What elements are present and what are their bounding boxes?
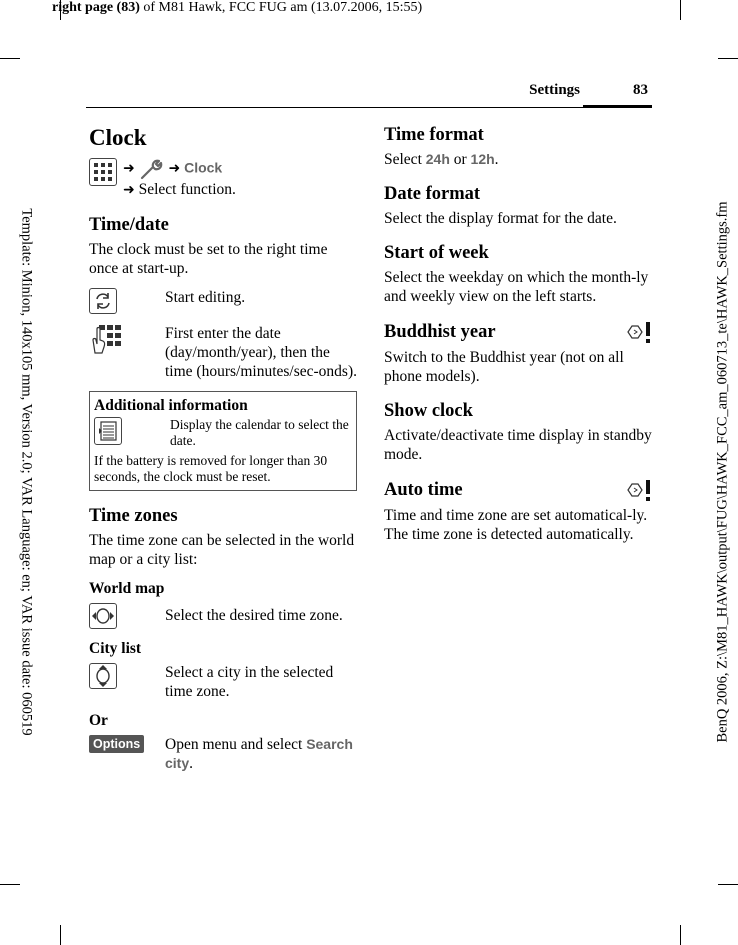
crop-mark bbox=[718, 58, 738, 59]
navigation-key-left-right-icon bbox=[89, 603, 117, 629]
crop-mark bbox=[60, 925, 61, 945]
menu-grid-icon bbox=[89, 158, 117, 186]
crop-mark bbox=[680, 925, 681, 945]
navigation-key-up-down-icon bbox=[89, 663, 117, 689]
calendar-list-icon bbox=[94, 417, 122, 445]
heading-auto-time: Auto time bbox=[384, 480, 463, 500]
header-rule bbox=[86, 107, 652, 108]
heading-start-of-week: Start of week bbox=[384, 243, 489, 263]
keypad-press-icon bbox=[89, 324, 123, 354]
heading-buddhist-year: Buddhist year bbox=[384, 322, 496, 342]
crop-mark bbox=[680, 0, 681, 20]
step-row bbox=[89, 663, 357, 701]
start-of-week-text: Select the weekday on which the month-ly and weekly view on the left starts. bbox=[384, 269, 649, 305]
template-side-text: Template: Minion, 140x105 mm, Version 2.0; VAR Language: en; VAR issue date: 060519 bbox=[18, 208, 35, 736]
heading-show-clock: Show clock bbox=[384, 401, 473, 421]
network-dependent-icon bbox=[624, 478, 652, 502]
print-header-normal: of M81 Hawk, FCC FUG am (13.07.2006, 15:55) bbox=[139, 0, 423, 15]
world-map-label: World map bbox=[89, 580, 165, 597]
step-text: Start editing. bbox=[165, 289, 246, 306]
crop-mark bbox=[0, 884, 20, 885]
auto-time-heading-row bbox=[384, 478, 652, 502]
options-text-end: . bbox=[189, 755, 193, 772]
options-softkey: Options bbox=[89, 735, 144, 753]
print-header-bold: right page (83) bbox=[52, 0, 140, 15]
step-row bbox=[89, 735, 357, 773]
info-box-row-text: Display the calendar to select the date. bbox=[170, 417, 349, 448]
page-number: 83 bbox=[633, 82, 648, 98]
additional-information-box bbox=[89, 391, 357, 491]
heading-date-format: Date format bbox=[384, 184, 481, 204]
time-format-text bbox=[384, 150, 652, 169]
heading-time-zones: Time zones bbox=[89, 506, 178, 526]
step-text bbox=[165, 735, 357, 773]
step-text: First enter the date (day/month/year), then the time (hours/minutes/sec-onds). bbox=[165, 325, 357, 380]
arrow-right-icon: ➜ bbox=[123, 183, 135, 198]
heading-time-date: Time/date bbox=[89, 215, 169, 235]
info-box-title: Additional information bbox=[94, 397, 248, 414]
auto-time-text: Time and time zone are set automatical-ly. The time zone is detected automatically. bbox=[384, 507, 648, 543]
options-text: Open menu and select bbox=[165, 736, 307, 753]
time-format-a: Select bbox=[384, 151, 426, 168]
time-format-b: or bbox=[449, 151, 471, 168]
softkey-refresh-icon bbox=[89, 288, 117, 314]
menu-path bbox=[89, 158, 357, 200]
step-row bbox=[89, 288, 357, 314]
arrow-right-icon: ➜ bbox=[168, 161, 181, 177]
time-date-intro: The clock must be set to the right time once at start-up. bbox=[89, 241, 328, 277]
print-header bbox=[52, 0, 422, 16]
left-column bbox=[89, 124, 357, 773]
wrench-icon bbox=[139, 158, 165, 180]
or-label: Or bbox=[89, 712, 108, 729]
key-24h: 24h bbox=[425, 151, 450, 167]
step-text: Select the desired time zone. bbox=[165, 607, 343, 624]
crop-mark bbox=[718, 884, 738, 885]
file-path-side-text: BenQ 2006, Z:\M81_HAWK\output\FUG\HAWK_FCC_am_060713_te\HAWK_Settings.fm bbox=[714, 201, 731, 743]
crop-mark bbox=[0, 58, 20, 59]
city-list-label: City list bbox=[89, 640, 142, 657]
info-box-note: If the battery is removed for longer than 30 seconds, the clock must be reset. bbox=[94, 453, 328, 484]
running-head bbox=[450, 82, 650, 102]
arrow-right-icon: ➜ bbox=[123, 161, 135, 177]
show-clock-text: Activate/deactivate time display in standby mode. bbox=[384, 427, 652, 463]
right-column bbox=[384, 124, 652, 544]
select-function-text: Select function. bbox=[138, 181, 236, 198]
page-title: Clock bbox=[89, 125, 147, 150]
buddhist-year-heading-row bbox=[384, 320, 652, 344]
network-dependent-icon bbox=[624, 320, 652, 344]
buddhist-year-text: Switch to the Buddhist year (not on all phone models). bbox=[384, 349, 624, 385]
search-city-key: Search city bbox=[165, 736, 353, 771]
header-rule-accent bbox=[583, 105, 652, 108]
menu-item-clock: Clock bbox=[184, 159, 223, 176]
section-name: Settings bbox=[529, 82, 580, 98]
time-format-c: . bbox=[494, 151, 499, 168]
time-zones-intro: The time zone can be selected in the world map or a city list: bbox=[89, 532, 355, 568]
date-format-text: Select the display format for the date. bbox=[384, 210, 617, 227]
key-12h: 12h bbox=[470, 151, 495, 167]
heading-time-format: Time format bbox=[384, 125, 484, 145]
step-text: Select a city in the selected time zone. bbox=[165, 664, 334, 700]
step-row bbox=[89, 324, 357, 381]
step-row bbox=[89, 603, 357, 629]
